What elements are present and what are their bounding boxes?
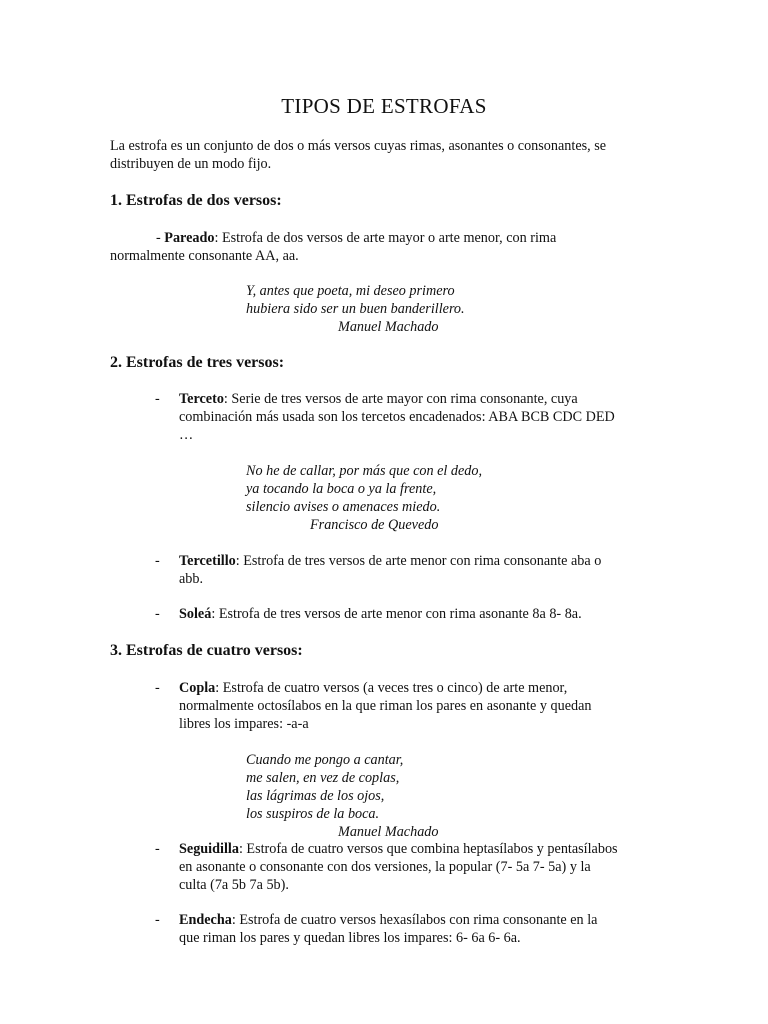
tercetillo-text-1: : Estrofa de tres versos de arte menor con rima consonante aba o — [235, 553, 602, 569]
document-title: TIPOS DE ESTROFAS — [281, 94, 487, 118]
solea-text-1: : Estrofa de tres versos de arte menor con rima asonante 8a 8- 8a. — [211, 606, 582, 622]
solea-term: Soleá — [179, 606, 212, 622]
tercetillo-term: Tercetillo — [179, 553, 236, 569]
bullet-dash: - — [155, 841, 160, 857]
tercetillo-text-2: abb. — [179, 571, 204, 587]
poem-author: Manuel Machado — [338, 319, 439, 335]
terceto-definition — [179, 390, 615, 444]
terceto-text-2: combinación más usada son los tercetos encadenados: ABA BCB CDC DED — [179, 409, 615, 425]
pareado-definition — [110, 229, 556, 265]
section-heading-two-verses: 1. Estrofas de dos versos: — [110, 192, 282, 209]
tercetillo-definition — [179, 552, 601, 588]
intro-line-2: distribuyen de un modo fijo. — [110, 156, 272, 172]
poem-author: Manuel Machado — [338, 824, 439, 840]
poem-line: Cuando me pongo a cantar, — [246, 752, 404, 768]
pareado-text-2: normalmente consonante AA, aa. — [110, 248, 299, 264]
poem-line: las lágrimas de los ojos, — [246, 788, 385, 804]
poem-line: hubiera sido ser un buen banderillero. — [246, 301, 465, 317]
terceto-term: Terceto — [179, 391, 224, 407]
poem-author: Francisco de Quevedo — [310, 517, 439, 533]
poem-pareado — [246, 282, 465, 336]
pareado-prefix: - — [156, 230, 165, 246]
pareado-term: Pareado — [164, 230, 215, 246]
intro-line-1: La estrofa es un conjunto de dos o más versos cuyas rimas, asonantes o consonantes, se — [110, 138, 607, 154]
seguidilla-text-3: culta (7a 5b 7a 5b). — [179, 877, 289, 893]
copla-text-1: : Estrofa de cuatro versos (a veces tres o cinco) de arte menor, — [215, 680, 568, 696]
seguidilla-term: Seguidilla — [179, 841, 239, 857]
pareado-text-1: : Estrofa de dos versos de arte mayor o arte menor, con rima — [214, 230, 557, 246]
bullet-dash: - — [155, 680, 160, 696]
copla-text-3: libres los impares: -a-a — [179, 716, 309, 732]
copla-definition — [179, 679, 592, 733]
endecha-definition — [179, 911, 597, 947]
seguidilla-text-2: en asonante o consonante con dos versiones, la popular (7- 5a 7- 5a) y la — [179, 859, 591, 875]
poem-line: No he de callar, por más que con el dedo, — [246, 463, 483, 479]
bullet-dash: - — [155, 606, 160, 622]
seguidilla-text-1: : Estrofa de cuatro versos que combina heptasílabos y pentasílabos — [238, 841, 618, 857]
poem-copla — [246, 751, 438, 841]
copla-text-2: normalmente octosílabos en la que riman los pares en asonante y quedan — [179, 698, 592, 714]
bullet-dash: - — [155, 391, 160, 407]
poem-line: me salen, en vez de coplas, — [246, 770, 400, 786]
poem-line: los suspiros de la boca. — [246, 806, 380, 822]
bullet-dash: - — [155, 912, 160, 928]
poem-line: ya tocando la boca o ya la frente, — [246, 481, 437, 497]
solea-definition — [179, 605, 582, 623]
endecha-text-2: que riman los pares y quedan libres los impares: 6- 6a 6- 6a. — [179, 930, 521, 946]
section-heading-four-verses: 3. Estrofas de cuatro versos: — [110, 642, 303, 659]
bullet-dash: - — [155, 553, 160, 569]
endecha-term: Endecha — [179, 912, 232, 928]
poem-line: Y, antes que poeta, mi deseo primero — [246, 283, 455, 299]
copla-term: Copla — [179, 680, 216, 696]
seguidilla-definition — [179, 840, 618, 894]
terceto-text-1: : Serie de tres versos de arte mayor con rima consonante, cuya — [223, 391, 578, 407]
endecha-text-1: : Estrofa de cuatro versos hexasílabos con rima consonante en la — [231, 912, 598, 928]
poem-line: silencio avises o amenaces miedo. — [246, 499, 441, 515]
terceto-text-3: … — [179, 427, 194, 443]
intro-paragraph — [110, 137, 606, 173]
poem-terceto — [246, 462, 482, 534]
section-heading-three-verses: 2. Estrofas de tres versos: — [110, 354, 285, 371]
